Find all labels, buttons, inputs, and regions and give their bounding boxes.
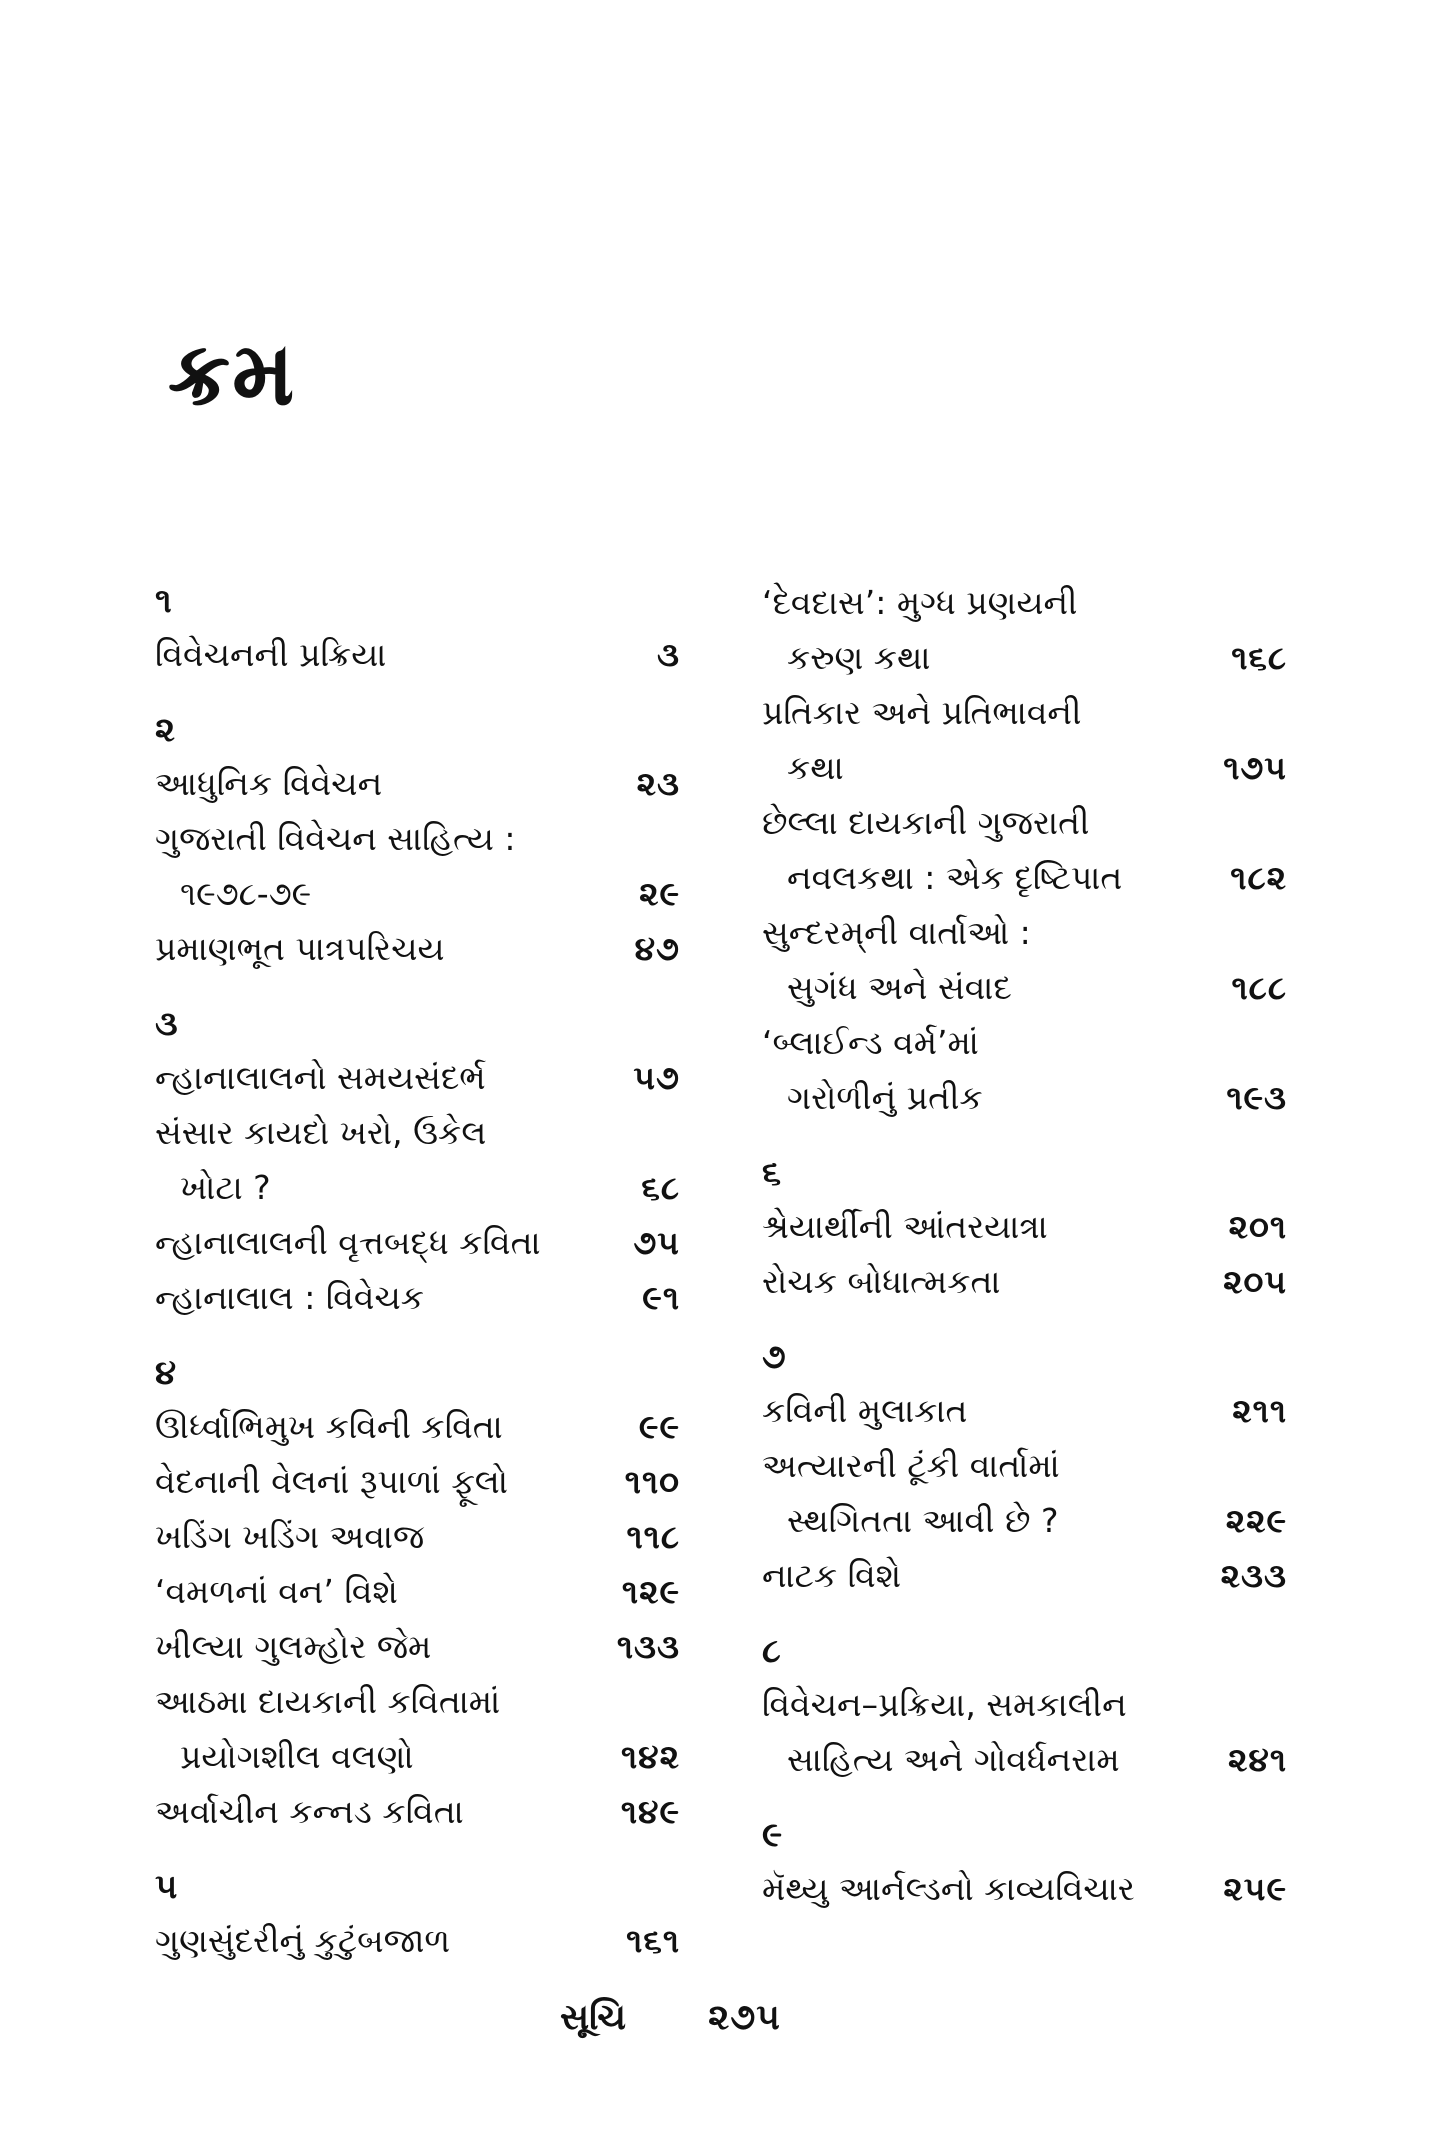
toc-entry-continuation: [762, 1732, 1287, 1787]
toc-entry: [155, 1619, 680, 1674]
page-title: ક્રમ: [168, 322, 297, 425]
toc-entry: [762, 1861, 1287, 1916]
toc-entry-title: મૅથ્યુ આર્નલ્ડનો કાવ્યવિચાર: [762, 1869, 1135, 1908]
section-number: ૨: [155, 710, 175, 750]
toc-entry-title: નાટક વિશે: [762, 1556, 902, 1595]
toc-entry: [762, 1383, 1287, 1438]
toc-entry-continuation: [155, 866, 680, 921]
toc-entry-continuation: [762, 850, 1287, 905]
toc-entry: [762, 905, 1287, 960]
toc-entry-title: વિવેચનની પ્રક્રિયા: [155, 635, 387, 674]
toc-entry-page: ૧૮૨: [1230, 858, 1287, 897]
toc-entry: [155, 1564, 680, 1619]
toc-entry-page: ૧૧૦: [624, 1462, 680, 1501]
toc-entry-title: ઊર્ધ્વાભિમુખ કવિની કવિતા: [155, 1407, 503, 1446]
toc-left-column: [155, 575, 680, 1968]
toc-entry-page: ૯૧: [642, 1278, 680, 1317]
toc-entry: [762, 685, 1287, 740]
toc-entry-page: ૨૩: [636, 764, 680, 803]
section-number: ૧: [155, 581, 172, 621]
section-number: ૩: [155, 1004, 178, 1044]
toc-entry-title: શ્રેયાર્થીની આંતરયાત્રા: [762, 1207, 1048, 1246]
toc-entry-title: ખોટા ?: [180, 1168, 271, 1207]
toc-entry-page: ૨૩૩: [1220, 1556, 1287, 1595]
toc-entry-title: નવલકથા : એક દૃષ્ટિપાત: [787, 858, 1123, 897]
toc-entry-title: ગરોળીનું પ્રતીક: [787, 1078, 983, 1117]
toc-entry-title: ન્હાનાલાલ : વિવેચક: [155, 1278, 425, 1317]
toc-entry-title: પ્રમાણભૂત પાત્રપરિચય: [155, 929, 445, 968]
toc-entry-page: ૧૬૮: [1231, 638, 1287, 677]
index-entry: [560, 1990, 781, 2046]
toc-entry-page: ૨૨૯: [1225, 1501, 1287, 1540]
toc-entry-page: ૭૫: [633, 1223, 680, 1262]
toc-entry-title: કવિની મુલાકાત: [762, 1391, 968, 1430]
toc-entry-title: કથા: [787, 748, 844, 787]
toc-entry-title: ‘દેવદાસ’: મુગ્ધ પ્રણયની: [762, 583, 1078, 622]
toc-entry: [155, 627, 680, 682]
toc-entry-page: ૧૩૩: [616, 1627, 680, 1666]
index-entry-page: ૨૭૫: [708, 1997, 781, 2038]
toc-entry-title: પ્રતિકાર અને પ્રતિભાવની: [762, 693, 1082, 732]
section-number: ૪: [155, 1353, 177, 1393]
toc-entry-page: ૨૦૧: [1228, 1207, 1287, 1246]
toc-entry: [762, 795, 1287, 850]
toc-entry: [155, 811, 680, 866]
toc-entry: [155, 756, 680, 811]
toc-entry-title: ગુણસુંદરીનું કુટુંબજાળ: [155, 1921, 451, 1960]
toc-entry: [155, 1270, 680, 1325]
toc-entry: [762, 1015, 1287, 1070]
toc-entry-title: કરુણ કથા: [787, 638, 931, 677]
toc-entry: [762, 575, 1287, 630]
section-number: ૫: [155, 1867, 178, 1907]
toc-entry-page: ૪૭: [634, 929, 680, 968]
section-number: ૮: [762, 1631, 781, 1671]
toc-entry-page: ૧૪૯: [620, 1792, 680, 1831]
toc-entry-page: ૨૯: [639, 874, 680, 913]
toc-entry-title: સુગંધ અને સંવાદ: [787, 968, 1012, 1007]
toc-entry-continuation: [762, 1070, 1287, 1125]
toc-entry-page: ૧૪૨: [620, 1737, 680, 1776]
toc-entry: [155, 1509, 680, 1564]
toc-entry-title: વિવેચન–પ્રક્રિયા, સમકાલીન: [762, 1685, 1127, 1724]
toc-entry: [155, 1399, 680, 1454]
toc-entry-title: ‘વમળનાં વન’ વિશે: [155, 1572, 398, 1611]
toc-entry-title: ‘બ્લાઈન્ડ વર્મ’માં: [762, 1023, 979, 1062]
toc-entry-title: સુન્દરમ્‌ની વાર્તાઓ :: [762, 913, 1031, 952]
section-number: ૬: [762, 1153, 782, 1193]
toc-entry: [155, 1105, 680, 1160]
toc-entry-title: ખીલ્યા ગુલમ્હોર જેમ: [155, 1627, 432, 1666]
toc-entry: [155, 1215, 680, 1270]
toc-entry-page: ૧૬૧: [626, 1921, 680, 1960]
toc-entry-title: સંસાર કાયદો ખરો, ઉકેલ: [155, 1113, 487, 1152]
toc-entry: [762, 1199, 1287, 1254]
toc-entry-title: ગુજરાતી વિવેચન સાહિત્ય :: [155, 819, 516, 858]
index-entry-title: સૂચિ: [560, 1997, 627, 2038]
toc-entry-page: ૧૯૩: [1226, 1078, 1287, 1117]
toc-entry-continuation: [762, 740, 1287, 795]
toc-entry-page: ૧૮૮: [1231, 968, 1287, 1007]
toc-entry-continuation: [762, 1493, 1287, 1548]
toc-entry-title: ખડિંગ ખડિંગ અવાજ: [155, 1517, 425, 1556]
section-number: ૭: [762, 1337, 786, 1377]
toc-entry-title: આધુનિક વિવેચન: [155, 764, 383, 803]
toc-entry: [762, 1677, 1287, 1732]
toc-entry-page: ૫૭: [633, 1058, 680, 1097]
section-number: ૯: [762, 1815, 783, 1855]
toc-entry-page: ૯૯: [638, 1407, 680, 1446]
toc-entry-page: ૩: [657, 635, 680, 674]
toc-entry-title: પ્રયોગશીલ વલણો: [180, 1737, 414, 1776]
toc-entry: [762, 1254, 1287, 1309]
toc-entry-page: ૧૧૮: [626, 1517, 680, 1556]
toc-entry-page: ૨૪૧: [1227, 1740, 1287, 1779]
toc-entry: [155, 1784, 680, 1839]
toc-entry-title: વેદનાની વેલનાં રૂપાળાં ફૂલો: [155, 1462, 508, 1501]
toc-entry: [155, 1674, 680, 1729]
toc-entry-continuation: [762, 960, 1287, 1015]
toc-entry-title: અર્વાચીન કન્નડ કવિતા: [155, 1792, 464, 1831]
toc-entry-page: ૧૨૯: [621, 1572, 680, 1611]
toc-entry-continuation: [155, 1160, 680, 1215]
toc-entry-page: ૧૭૫: [1223, 748, 1287, 787]
toc-entry-title: સ્થગિતતા આવી છે ?: [787, 1501, 1059, 1540]
toc-entry-title: ન્હાનાલાલનો સમયસંદર્ભ: [155, 1058, 486, 1097]
toc-right-column: [762, 575, 1287, 1916]
toc-entry-continuation: [762, 630, 1287, 685]
toc-entry-title: ન્હાનાલાલની વૃત્તબદ્ધ કવિતા: [155, 1223, 541, 1262]
toc-entry: [155, 1050, 680, 1105]
toc-entry-title: અત્યારની ટૂંકી વાર્તામાં: [762, 1446, 1060, 1485]
toc-entry-continuation: [155, 1729, 680, 1784]
toc-entry-page: ૨૦૫: [1223, 1262, 1287, 1301]
toc-entry-title: ૧૯૭૮-૭૯: [180, 874, 312, 913]
toc-entry-page: ૨૧૧: [1232, 1391, 1287, 1430]
toc-entry: [155, 1913, 680, 1968]
toc-entry: [762, 1548, 1287, 1603]
toc-entry: [762, 1438, 1287, 1493]
toc-entry-title: આઠમા દાયકાની કવિતામાં: [155, 1682, 501, 1721]
toc-entry-page: ૬૮: [641, 1168, 680, 1207]
toc-entry: [155, 1454, 680, 1509]
toc-entry-title: છેલ્લા દાયકાની ગુજરાતી: [762, 803, 1090, 842]
toc-entry-title: રોચક બોધાત્મકતા: [762, 1262, 1001, 1301]
toc-entry-title: સાહિત્ય અને ગોવર્ધનરામ: [787, 1740, 1120, 1779]
toc-entry: [155, 921, 680, 976]
toc-entry-page: ૨૫૯: [1223, 1869, 1287, 1908]
